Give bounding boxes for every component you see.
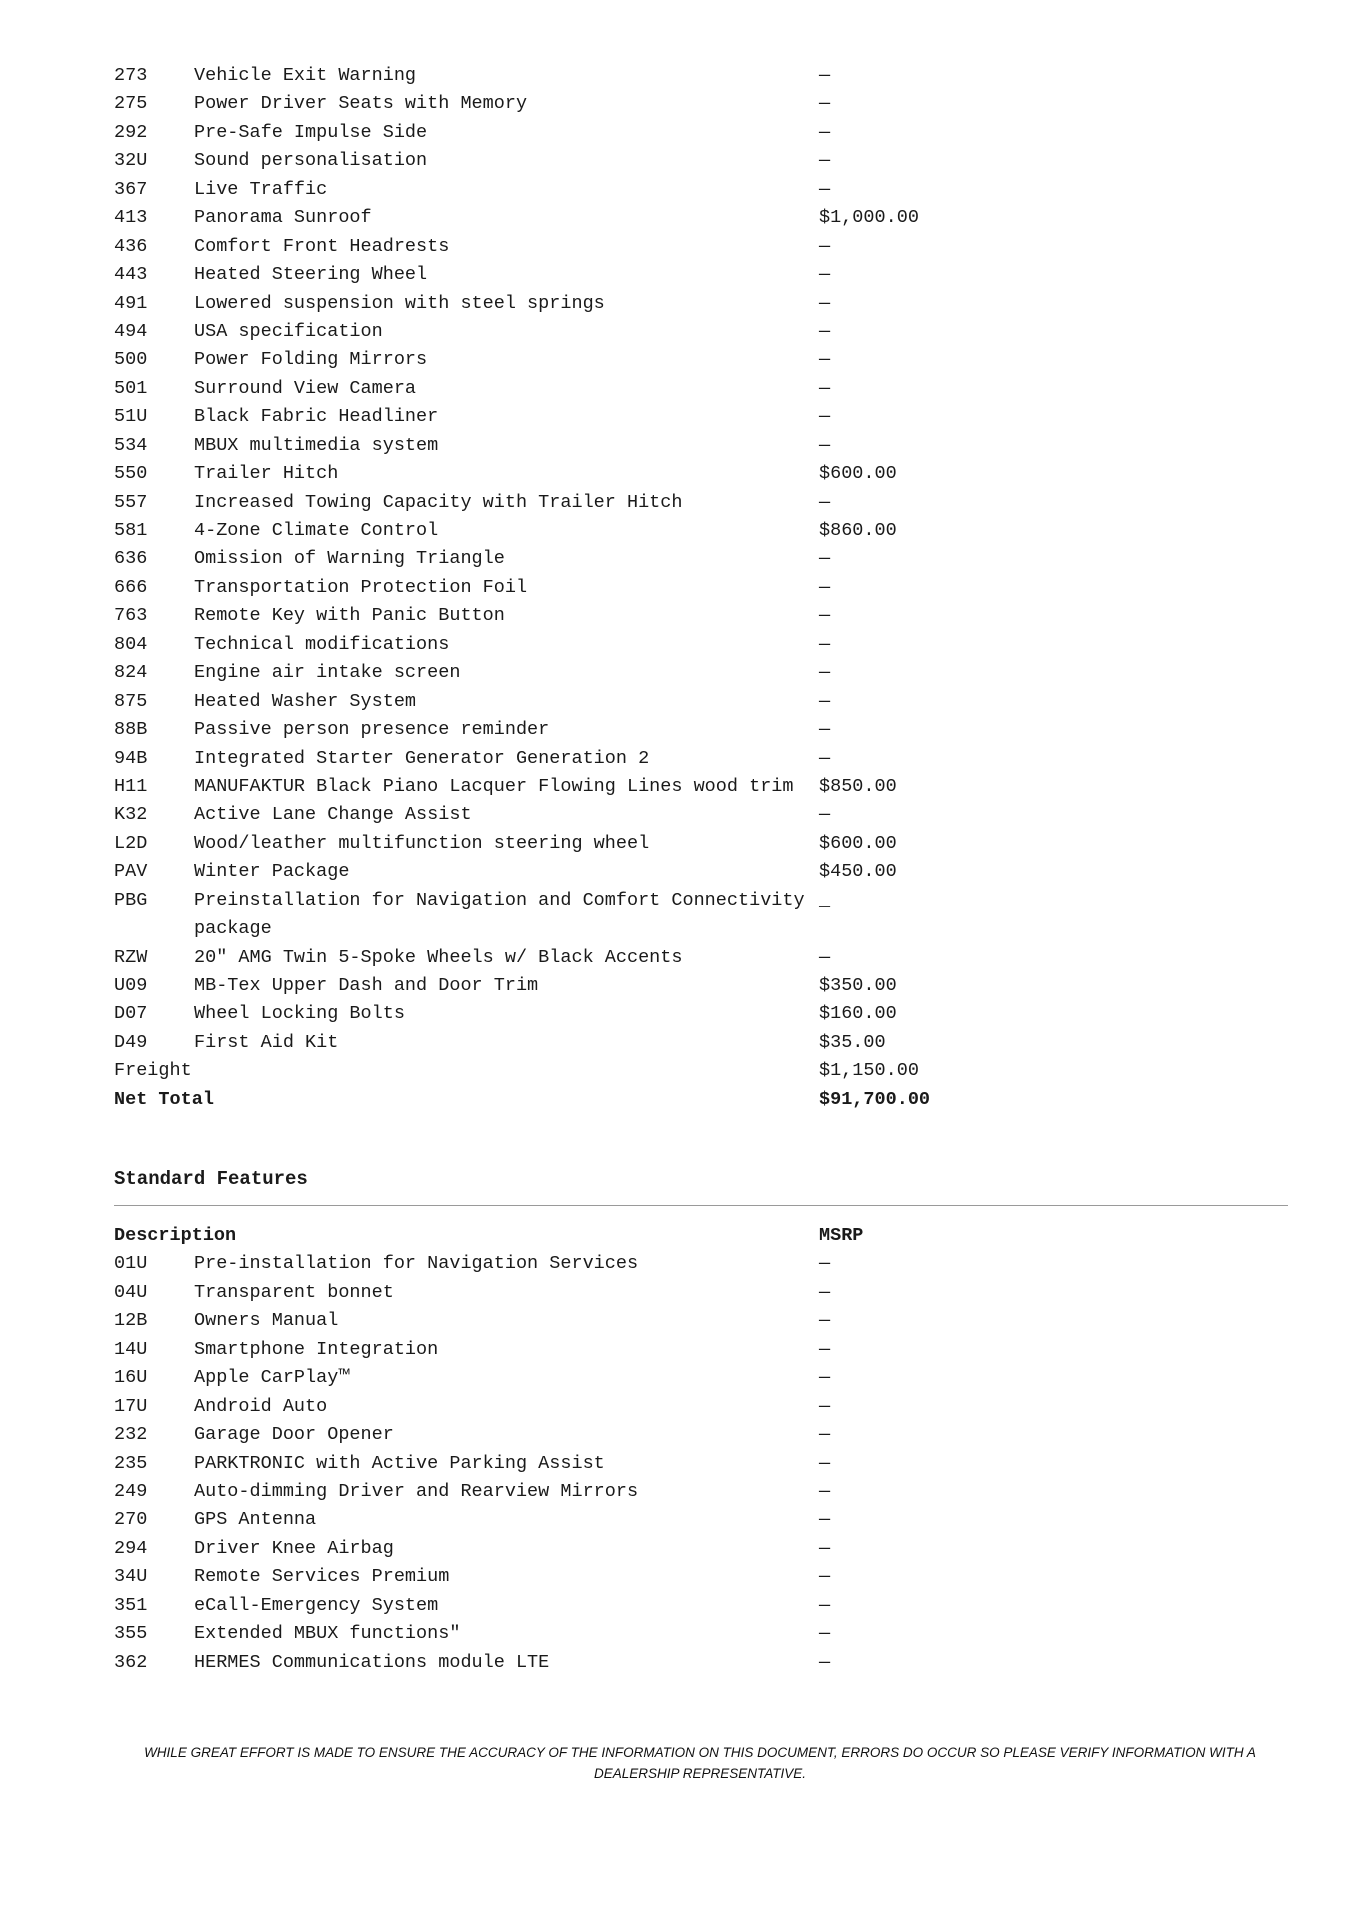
option-description: Panorama Sunroof bbox=[194, 207, 372, 229]
freight-amount: $1,150.00 bbox=[819, 1060, 919, 1082]
option-msrp: — bbox=[819, 491, 831, 513]
feature-row bbox=[114, 1649, 1294, 1677]
option-code: K32 bbox=[114, 804, 148, 826]
option-msrp: — bbox=[819, 804, 831, 826]
option-code: 436 bbox=[114, 235, 148, 257]
freight-label: Freight bbox=[114, 1060, 192, 1082]
option-row bbox=[114, 233, 1294, 261]
option-msrp: — bbox=[819, 633, 831, 655]
option-description: Heated Washer System bbox=[194, 690, 417, 712]
option-msrp: $160.00 bbox=[819, 1003, 897, 1025]
option-code: D07 bbox=[114, 1003, 148, 1025]
option-code: 94B bbox=[114, 747, 148, 769]
option-row bbox=[114, 574, 1294, 602]
feature-row bbox=[114, 1336, 1294, 1364]
option-msrp: — bbox=[819, 121, 831, 143]
option-msrp: $450.00 bbox=[819, 861, 897, 883]
option-row bbox=[114, 659, 1294, 687]
feature-msrp: — bbox=[819, 1537, 831, 1559]
option-code: 275 bbox=[114, 93, 148, 115]
option-msrp: — bbox=[819, 178, 831, 200]
feature-description: Smartphone Integration bbox=[194, 1338, 439, 1360]
option-code: 534 bbox=[114, 434, 148, 456]
option-msrp: — bbox=[819, 662, 831, 684]
option-description: Engine air intake screen bbox=[194, 662, 461, 684]
feature-row bbox=[114, 1592, 1294, 1620]
feature-msrp: — bbox=[819, 1452, 831, 1474]
option-msrp: $860.00 bbox=[819, 520, 897, 541]
option-code: 557 bbox=[114, 491, 148, 513]
option-description: Power Folding Mirrors bbox=[194, 349, 428, 371]
option-row bbox=[114, 745, 1294, 773]
option-description: Preinstallation for Navigation and Comfort Connectivity package bbox=[194, 889, 805, 940]
option-row bbox=[114, 801, 1294, 829]
option-row bbox=[114, 90, 1294, 118]
option-msrp: — bbox=[819, 690, 831, 712]
feature-description: Remote Services Premium bbox=[194, 1566, 450, 1588]
option-code: PBG bbox=[114, 889, 148, 911]
feature-msrp: — bbox=[819, 1480, 831, 1502]
feature-description: HERMES Communications module LTE bbox=[194, 1651, 550, 1673]
option-code: 804 bbox=[114, 633, 148, 655]
option-description: Comfort Front Headrests bbox=[194, 235, 450, 257]
option-msrp: — bbox=[819, 235, 831, 257]
option-code: 550 bbox=[114, 463, 148, 485]
option-msrp: — bbox=[819, 150, 831, 172]
feature-code: 270 bbox=[114, 1509, 148, 1531]
option-msrp: $35.00 bbox=[819, 1031, 886, 1053]
feature-code: 232 bbox=[114, 1424, 148, 1446]
option-description: Technical modifications bbox=[194, 633, 450, 655]
option-description: MANUFAKTUR Black Piano Lacquer Flowing Lines wood trim bbox=[194, 775, 794, 797]
option-row bbox=[114, 1029, 1294, 1057]
option-description: Active Lane Change Assist bbox=[194, 804, 472, 826]
option-row bbox=[114, 944, 1294, 972]
option-row bbox=[114, 489, 1294, 517]
option-code: 494 bbox=[114, 320, 148, 342]
option-description: 4-Zone Climate Control bbox=[194, 520, 439, 541]
feature-code: 235 bbox=[114, 1452, 148, 1474]
option-description: USA specification bbox=[194, 320, 383, 342]
feature-row bbox=[114, 1393, 1294, 1421]
option-code: H11 bbox=[114, 775, 148, 797]
feature-row bbox=[114, 1563, 1294, 1591]
option-description: Remote Key with Panic Button bbox=[194, 605, 505, 627]
option-row bbox=[114, 460, 1294, 488]
option-row bbox=[114, 887, 1294, 944]
option-description: Increased Towing Capacity with Trailer Hitch bbox=[194, 491, 683, 513]
option-code: 500 bbox=[114, 349, 148, 371]
feature-msrp: — bbox=[819, 1566, 831, 1588]
option-code: 491 bbox=[114, 292, 148, 314]
header-msrp: MSRP bbox=[819, 1225, 864, 1246]
feature-msrp: — bbox=[819, 1281, 831, 1303]
option-msrp: — bbox=[819, 747, 831, 769]
section-divider bbox=[114, 1205, 1288, 1206]
option-code: L2D bbox=[114, 832, 148, 854]
feature-description: Owners Manual bbox=[194, 1310, 339, 1332]
option-description: Wheel Locking Bolts bbox=[194, 1003, 405, 1025]
option-description: Black Fabric Headliner bbox=[194, 406, 439, 428]
feature-row bbox=[114, 1535, 1294, 1563]
option-msrp: — bbox=[819, 292, 831, 314]
option-msrp: — bbox=[819, 320, 831, 342]
option-description: Wood/leather multifunction steering wheel bbox=[194, 832, 650, 854]
option-row bbox=[114, 688, 1294, 716]
option-code: 824 bbox=[114, 662, 148, 684]
option-row bbox=[114, 631, 1294, 659]
option-row bbox=[114, 375, 1294, 403]
option-msrp: — bbox=[819, 548, 831, 570]
freight-row bbox=[114, 1057, 1294, 1085]
options-list bbox=[114, 62, 1294, 1114]
option-row bbox=[114, 858, 1294, 886]
net-total-label: Net Total bbox=[114, 1088, 214, 1110]
feature-description: Apple CarPlay™ bbox=[194, 1367, 350, 1389]
option-row bbox=[114, 176, 1294, 204]
option-msrp: — bbox=[819, 719, 831, 741]
feature-description: Driver Knee Airbag bbox=[194, 1537, 394, 1559]
feature-msrp: — bbox=[819, 1651, 831, 1673]
feature-description: Transparent bonnet bbox=[194, 1281, 394, 1303]
option-row bbox=[114, 290, 1294, 318]
option-description: Live Traffic bbox=[194, 178, 328, 200]
option-msrp: — bbox=[819, 65, 831, 86]
option-code: 666 bbox=[114, 576, 148, 598]
feature-row bbox=[114, 1421, 1294, 1449]
feature-code: 14U bbox=[114, 1338, 148, 1360]
option-code: U09 bbox=[114, 975, 148, 997]
option-description: Power Driver Seats with Memory bbox=[194, 93, 528, 115]
option-row bbox=[114, 432, 1294, 460]
feature-row bbox=[114, 1450, 1294, 1478]
feature-msrp: — bbox=[819, 1367, 831, 1389]
feature-row bbox=[114, 1364, 1294, 1392]
option-code: 413 bbox=[114, 207, 148, 229]
feature-description: GPS Antenna bbox=[194, 1509, 317, 1531]
option-description: MBUX multimedia system bbox=[194, 434, 439, 456]
option-msrp: — bbox=[819, 377, 831, 399]
option-row bbox=[114, 545, 1294, 573]
option-code: PAV bbox=[114, 861, 148, 883]
feature-msrp: — bbox=[819, 1310, 831, 1332]
feature-msrp: — bbox=[819, 1623, 831, 1645]
feature-description: Auto-dimming Driver and Rearview Mirrors bbox=[194, 1480, 639, 1502]
option-msrp: — bbox=[819, 264, 831, 286]
feature-code: 351 bbox=[114, 1594, 148, 1616]
option-msrp: — bbox=[819, 93, 831, 115]
option-row bbox=[114, 773, 1294, 801]
option-description: MB-Tex Upper Dash and Door Trim bbox=[194, 975, 539, 997]
feature-msrp: — bbox=[819, 1253, 831, 1275]
feature-description: Garage Door Opener bbox=[194, 1424, 394, 1446]
feature-description: eCall-Emergency System bbox=[194, 1594, 439, 1616]
option-code: 273 bbox=[114, 65, 148, 86]
option-code: 32U bbox=[114, 150, 148, 172]
option-description: Pre-Safe Impulse Side bbox=[194, 121, 428, 143]
net-total-row bbox=[114, 1086, 1294, 1114]
standard-features-table bbox=[114, 1222, 1294, 1677]
option-msrp: $600.00 bbox=[819, 832, 897, 854]
net-total-amount: $91,700.00 bbox=[819, 1088, 931, 1110]
feature-description: Android Auto bbox=[194, 1395, 328, 1417]
option-code: 763 bbox=[114, 605, 148, 627]
option-row bbox=[114, 716, 1294, 744]
option-description: Omission of Warning Triangle bbox=[194, 548, 505, 570]
option-description: Sound personalisation bbox=[194, 150, 428, 172]
option-description: Lowered suspension with steel springs bbox=[194, 292, 605, 314]
option-code: D49 bbox=[114, 1031, 148, 1053]
option-description: Heated Steering Wheel bbox=[194, 264, 428, 286]
option-description: Surround View Camera bbox=[194, 377, 417, 399]
option-row bbox=[114, 119, 1294, 147]
option-row bbox=[114, 261, 1294, 289]
feature-row bbox=[114, 1250, 1294, 1278]
option-row bbox=[114, 62, 1294, 90]
header-description: Description bbox=[114, 1225, 237, 1246]
feature-row bbox=[114, 1478, 1294, 1506]
feature-code: 12B bbox=[114, 1310, 148, 1332]
disclaimer-footer: WHILE GREAT EFFORT IS MADE TO ENSURE THE ACCURACY OF THE INFORMATION ON THIS DOCUMENT, ERRORS DO OCCUR SO PLEASE VERIFY INFORMATION WITH A DEALERSHIP REPRESENTATIVE. bbox=[144, 1745, 1256, 1781]
option-msrp: — bbox=[819, 434, 831, 456]
option-code: 875 bbox=[114, 690, 148, 712]
option-code: 501 bbox=[114, 377, 148, 399]
option-code: 367 bbox=[114, 178, 148, 200]
option-row bbox=[114, 830, 1294, 858]
option-code: 292 bbox=[114, 121, 148, 143]
standard-features-title: Standard Features bbox=[114, 1168, 308, 1190]
option-code: 581 bbox=[114, 520, 148, 541]
feature-msrp: — bbox=[819, 1338, 831, 1360]
option-description: 20" AMG Twin 5-Spoke Wheels w/ Black Accents bbox=[194, 946, 683, 968]
option-msrp: _ bbox=[819, 889, 831, 911]
option-row bbox=[114, 602, 1294, 630]
feature-code: 355 bbox=[114, 1623, 148, 1645]
option-row bbox=[114, 147, 1294, 175]
feature-row bbox=[114, 1279, 1294, 1307]
option-msrp: — bbox=[819, 349, 831, 371]
feature-row bbox=[114, 1506, 1294, 1534]
option-row bbox=[114, 403, 1294, 431]
feature-msrp: — bbox=[819, 1424, 831, 1446]
option-row bbox=[114, 204, 1294, 232]
option-code: RZW bbox=[114, 946, 148, 968]
feature-code: 04U bbox=[114, 1281, 148, 1303]
option-description: First Aid Kit bbox=[194, 1031, 339, 1053]
feature-code: 249 bbox=[114, 1480, 148, 1502]
option-msrp: $600.00 bbox=[819, 463, 897, 485]
option-msrp: $1,000.00 bbox=[819, 207, 919, 229]
feature-code: 16U bbox=[114, 1367, 148, 1389]
feature-msrp: — bbox=[819, 1509, 831, 1531]
table-header bbox=[114, 1222, 1294, 1250]
option-msrp: $850.00 bbox=[819, 775, 897, 797]
option-code: 51U bbox=[114, 406, 148, 428]
option-msrp: — bbox=[819, 946, 831, 968]
feature-code: 34U bbox=[114, 1566, 148, 1588]
option-description: Winter Package bbox=[194, 861, 350, 883]
option-msrp: — bbox=[819, 576, 831, 598]
feature-msrp: — bbox=[819, 1594, 831, 1616]
feature-code: 01U bbox=[114, 1253, 148, 1275]
feature-msrp: — bbox=[819, 1395, 831, 1417]
option-msrp: — bbox=[819, 406, 831, 428]
feature-row bbox=[114, 1307, 1294, 1335]
option-row bbox=[114, 1000, 1294, 1028]
option-msrp: — bbox=[819, 605, 831, 627]
option-msrp: $350.00 bbox=[819, 975, 897, 997]
option-code: 636 bbox=[114, 548, 148, 570]
option-row bbox=[114, 346, 1294, 374]
option-row bbox=[114, 517, 1294, 545]
feature-row bbox=[114, 1620, 1294, 1648]
option-description: Trailer Hitch bbox=[194, 463, 339, 485]
option-description: Vehicle Exit Warning bbox=[194, 65, 417, 86]
option-code: 443 bbox=[114, 264, 148, 286]
feature-description: Pre-installation for Navigation Services bbox=[194, 1253, 639, 1275]
feature-description: PARKTRONIC with Active Parking Assist bbox=[194, 1452, 605, 1474]
option-description: Passive person presence reminder bbox=[194, 719, 550, 741]
feature-code: 362 bbox=[114, 1651, 148, 1673]
option-description: Integrated Starter Generator Generation 2 bbox=[194, 747, 650, 769]
option-row bbox=[114, 972, 1294, 1000]
option-code: 88B bbox=[114, 719, 148, 741]
feature-code: 294 bbox=[114, 1537, 148, 1559]
option-description: Transportation Protection Foil bbox=[194, 576, 528, 598]
feature-code: 17U bbox=[114, 1395, 148, 1417]
feature-description: Extended MBUX functions" bbox=[194, 1623, 461, 1645]
option-row bbox=[114, 318, 1294, 346]
